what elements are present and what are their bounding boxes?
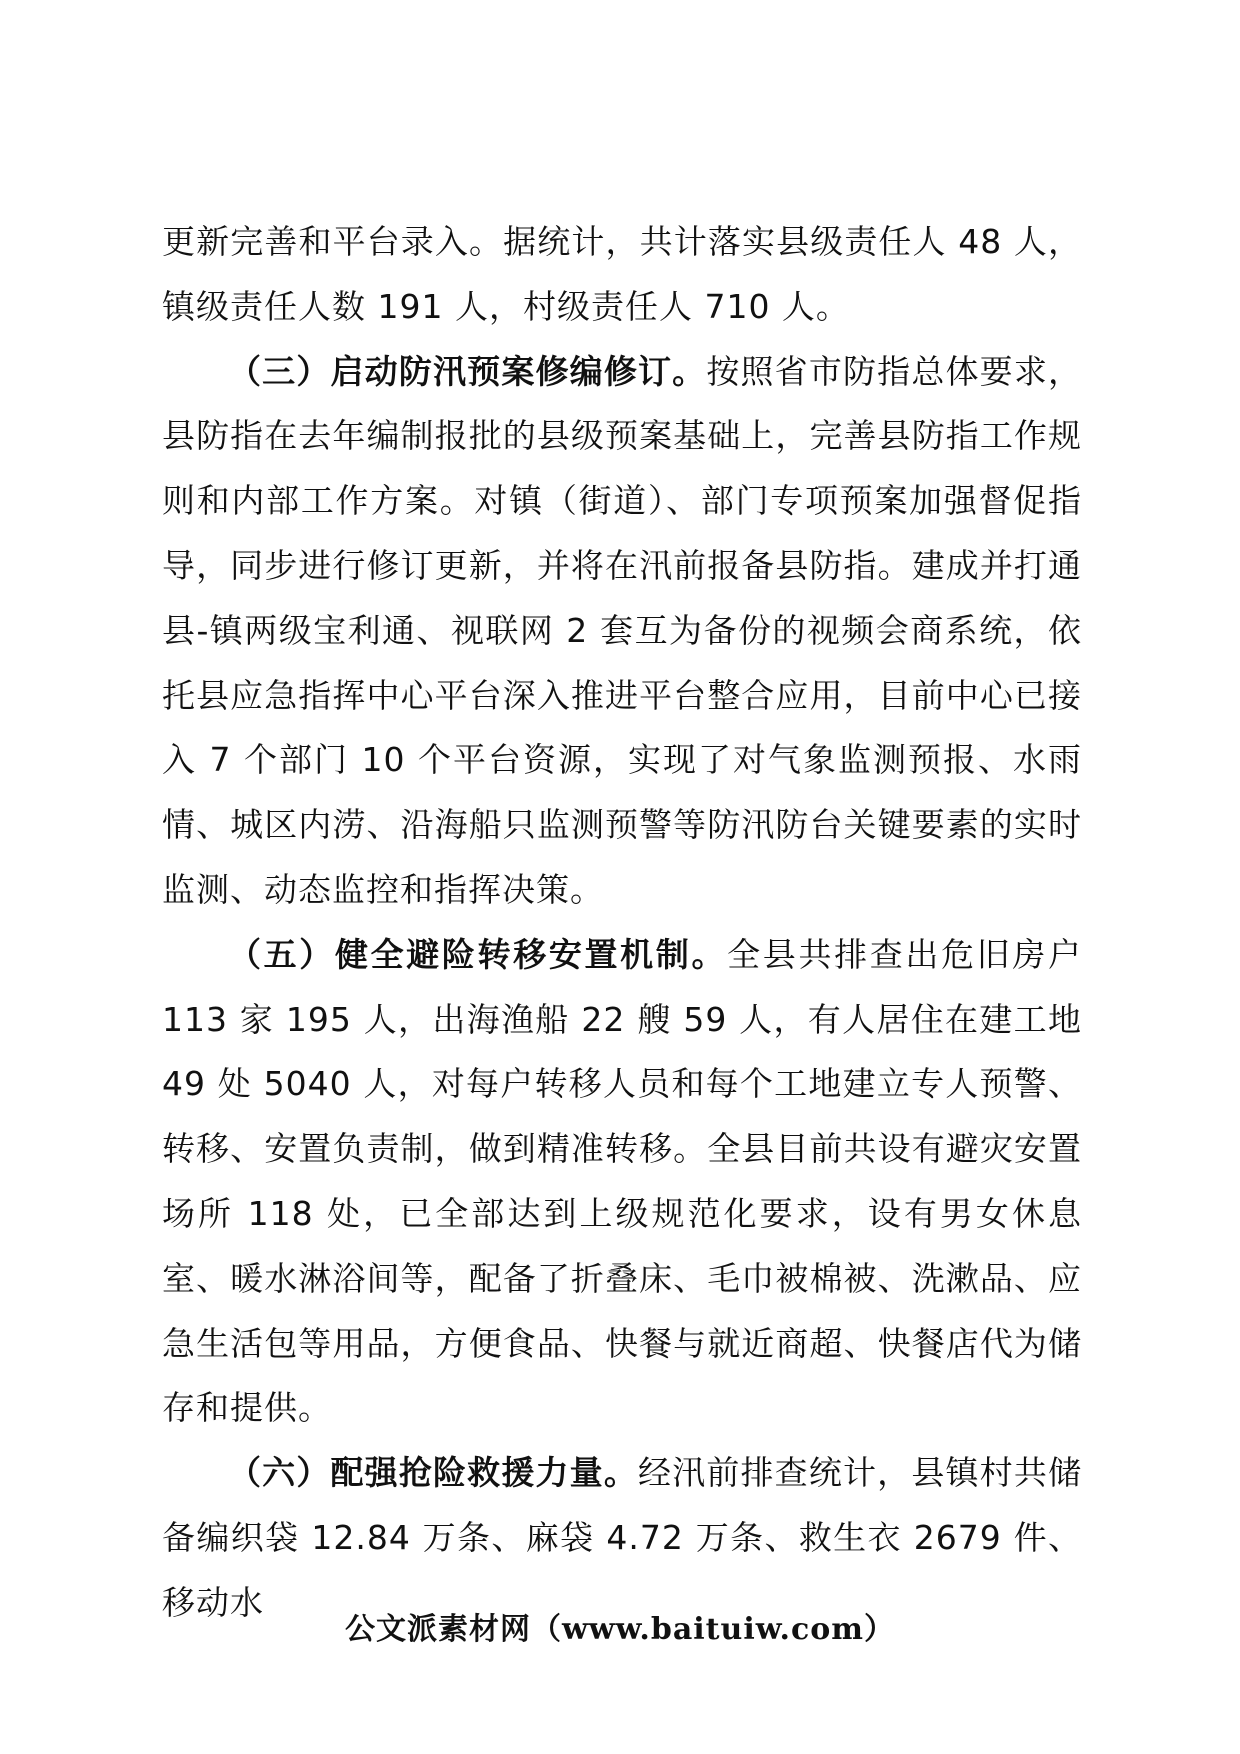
paragraph-text: 全县共排查出危旧房户 113 家 195 人，出海渔船 22 艘 59 人，有人居住在建工地 49 处 5040 人，对每户转移人员和每个工地建立专人预警、转移、安置负责制，做到精准转移。全县目前共设有避灾安置场所 118 处，已全部达到上级规范化要求，设有男女休息室、暖水淋浴间等，配备了折叠床、毛巾被棉被、洗漱品、应急生活包等用品，方便食品、快餐与就近商超、快餐店代为储存和提供。 <box>162 934 1083 1428</box>
page-footer: 公文派素材网（www.baituiw.com） <box>344 1612 896 1647</box>
paragraph-section-3 <box>162 340 1082 923</box>
document-body <box>162 210 1082 1636</box>
section-heading: （三）启动防汛预案修编修订。 <box>228 351 707 391</box>
paragraph-text: 经汛前排查统计，县镇村共储备编织袋 12.84 万条、麻袋 4.72 万条、救生衣 2679 件、移动水 <box>162 1453 1083 1622</box>
paragraph-text: 更新完善和平台录入。据统计，共计落实县级责任人 48 人，镇级责任人数 191 人，村级责任人 710 人。 <box>162 222 1082 326</box>
paragraph-section-5 <box>162 923 1082 1441</box>
section-heading: （六）配强抢险救援力量。 <box>228 1453 638 1493</box>
paragraph-text: 按照省市防指总体要求，县防指在去年编制报批的县级预案基础上，完善县防指工作规则和内部工作方案。对镇（街道）、部门专项预案加强督促指导，同步进行修订更新，并将在汛前报备县防指。建成并打通县-镇两级宝利通、视联网 2 套互为备份的视频会商系统，依托县应急指挥中心平台深入推进平台整合应用，目前中心已接入 7 个部门 10 个平台资源，实现了对气象监测预报、水雨情、城区内涝、沿海船只监测预警等防汛防台关键要素的实时监测、动态监控和指挥决策。 <box>162 351 1083 909</box>
section-heading: （五）健全避险转移安置机制。 <box>228 934 728 974</box>
paragraph-continuation <box>162 210 1082 340</box>
